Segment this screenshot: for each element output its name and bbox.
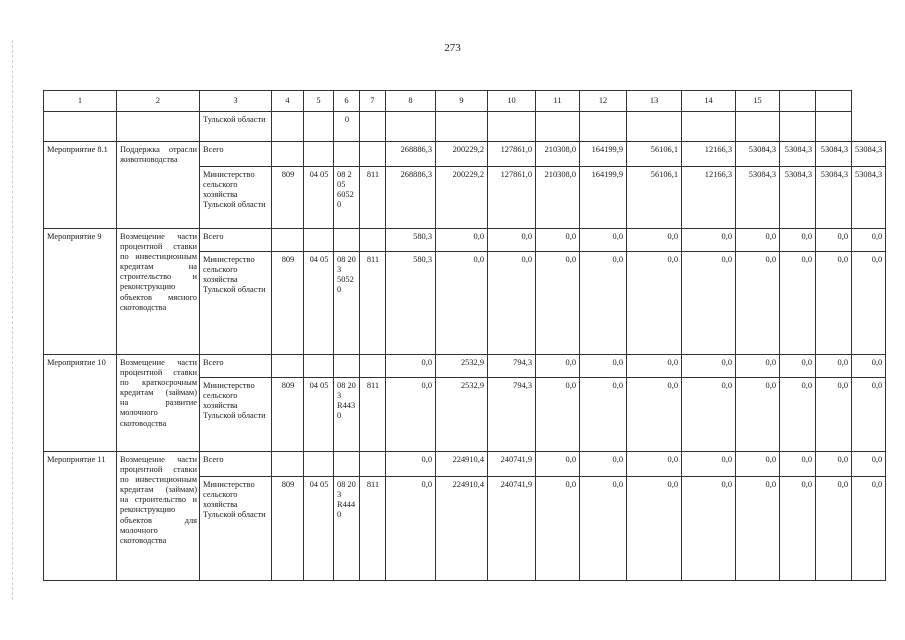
total-value: 56106,1 — [627, 142, 682, 167]
total-value: 0,0 — [736, 452, 780, 477]
total-value: 0,0 — [488, 229, 536, 252]
ministry-label: Министерство сельского хозяйства Тульской области — [200, 167, 272, 229]
empty-code-cell — [272, 452, 304, 477]
table-row — [44, 142, 886, 167]
ministry-value: 127861,0 — [488, 167, 536, 229]
cont-cell-8 — [386, 112, 436, 142]
code-grbs: 809 — [272, 167, 304, 229]
ministry-value: 53084,3 — [852, 167, 886, 229]
empty-code-cell — [304, 452, 334, 477]
table-row — [44, 355, 886, 378]
ministry-value: 0,0 — [780, 252, 816, 355]
total-value: 200229,2 — [436, 142, 488, 167]
total-value: 0,0 — [580, 355, 627, 378]
cont-cell-14 — [682, 112, 736, 142]
empty-code-cell — [304, 355, 334, 378]
ministry-value: 0,0 — [736, 477, 780, 581]
empty-code-cell — [360, 355, 386, 378]
ministry-value: 0,0 — [627, 252, 682, 355]
code-target: 08 2 05 6052 0 — [334, 167, 360, 229]
ministry-value: 0,0 — [682, 378, 736, 452]
ministry-label: Министерство сельского хозяйства Тульской области — [200, 378, 272, 452]
empty-code-cell — [334, 452, 360, 477]
empty-code-cell — [304, 142, 334, 167]
cont-cell-13 — [627, 112, 682, 142]
total-value: 0,0 — [627, 452, 682, 477]
measure-id: Мероприятие 10 — [44, 355, 117, 452]
total-value: 0,0 — [536, 452, 580, 477]
total-value: 0,0 — [386, 452, 436, 477]
empty-code-cell — [334, 142, 360, 167]
ministry-value: 0,0 — [386, 378, 436, 452]
ministry-value: 0,0 — [536, 477, 580, 581]
total-value: 164199,9 — [580, 142, 627, 167]
total-value: 794,3 — [488, 355, 536, 378]
ministry-value: 53084,3 — [816, 167, 852, 229]
ministry-value: 580,3 — [386, 252, 436, 355]
measure-description: Поддержка отрасли животноводства — [117, 142, 200, 229]
code-type: 811 — [360, 378, 386, 452]
ministry-value: 0,0 — [488, 252, 536, 355]
code-target: 08 20 3 R443 0 — [334, 378, 360, 452]
empty-code-cell — [360, 452, 386, 477]
header-cell-4: 4 — [272, 91, 304, 112]
header-cell-10: 10 — [488, 91, 536, 112]
ministry-value: 53084,3 — [736, 167, 780, 229]
ministry-value: 200229,2 — [436, 167, 488, 229]
total-value: 0,0 — [536, 229, 580, 252]
code-grbs: 809 — [272, 477, 304, 581]
code-type: 811 — [360, 252, 386, 355]
total-label: Всего — [200, 452, 272, 477]
measure-description: Возмещение части процентной ставки по инвестиционным кредитам (займам) на строительство и реконструкцию объектов для молочного скотоводства — [117, 452, 200, 581]
empty-code-cell — [304, 229, 334, 252]
ministry-value: 0,0 — [736, 252, 780, 355]
total-value: 0,0 — [627, 229, 682, 252]
ministry-value: 0,0 — [627, 477, 682, 581]
total-label: Всего — [200, 355, 272, 378]
empty-code-cell — [360, 229, 386, 252]
ministry-value: 164199,9 — [580, 167, 627, 229]
total-value: 53084,3 — [780, 142, 816, 167]
total-value: 127861,0 — [488, 142, 536, 167]
total-value: 53084,3 — [816, 142, 852, 167]
total-value: 0,0 — [536, 355, 580, 378]
measure-id: Мероприятие 11 — [44, 452, 117, 581]
header-cell-11: 11 — [536, 91, 580, 112]
cont-cell-9 — [436, 112, 488, 142]
cont-cell-6: 0 — [334, 112, 360, 142]
total-value: 0,0 — [386, 355, 436, 378]
total-value: 0,0 — [816, 452, 852, 477]
ministry-value: 0,0 — [816, 378, 852, 452]
ministry-value: 56106,1 — [627, 167, 682, 229]
header-cell-12: 12 — [580, 91, 627, 112]
measure-description: Возмещение части процентной ставки по инвестиционным кредитам на строительство и реконструкцию объектов мясного скотоводства — [117, 229, 200, 355]
continuation-row — [44, 112, 886, 142]
header-cell-14: 14 — [682, 91, 736, 112]
total-value: 0,0 — [852, 452, 886, 477]
total-value: 580,3 — [386, 229, 436, 252]
code-type: 811 — [360, 167, 386, 229]
code-section: 04 05 — [304, 167, 334, 229]
ministry-value: 0,0 — [852, 378, 886, 452]
ministry-value: 0,0 — [580, 378, 627, 452]
total-value: 53084,3 — [736, 142, 780, 167]
code-section: 04 05 — [304, 252, 334, 355]
header-cell-6: 6 — [334, 91, 360, 112]
header-cell-2: 2 — [117, 91, 200, 112]
code-section: 04 05 — [304, 378, 334, 452]
cont-cell-16 — [780, 112, 816, 142]
ministry-value: 794,3 — [488, 378, 536, 452]
total-label: Всего — [200, 142, 272, 167]
budget-table — [43, 90, 886, 581]
cont-cell-5 — [304, 112, 334, 142]
table-row — [44, 229, 886, 252]
empty-code-cell — [360, 142, 386, 167]
header-cell-8: 8 — [386, 91, 436, 112]
ministry-value: 0,0 — [816, 252, 852, 355]
page-number: 273 — [444, 42, 461, 54]
empty-code-cell — [334, 355, 360, 378]
total-value: 0,0 — [580, 229, 627, 252]
measure-id: Мероприятие 8.1 — [44, 142, 117, 229]
total-value: 224910,4 — [436, 452, 488, 477]
ministry-label: Министерство сельского хозяйства Тульской области — [200, 252, 272, 355]
ministry-value: 0,0 — [627, 378, 682, 452]
cont-cell-7 — [360, 112, 386, 142]
code-target: 08 20 3 R444 0 — [334, 477, 360, 581]
left-margin-line — [12, 40, 13, 600]
total-value: 0,0 — [852, 229, 886, 252]
ministry-value: 0,0 — [436, 252, 488, 355]
header-cell-13: 13 — [627, 91, 682, 112]
header-cell-9: 9 — [436, 91, 488, 112]
ministry-value: 240741,9 — [488, 477, 536, 581]
cont-cell-1 — [44, 112, 117, 142]
total-value: 0,0 — [682, 229, 736, 252]
ministry-value: 0,0 — [580, 477, 627, 581]
total-value: 12166,3 — [682, 142, 736, 167]
empty-code-cell — [334, 229, 360, 252]
header-cell-1: 1 — [44, 91, 117, 112]
total-value: 0,0 — [736, 355, 780, 378]
ministry-value: 0,0 — [580, 252, 627, 355]
empty-code-cell — [272, 355, 304, 378]
header-cell-15: 15 — [736, 91, 780, 112]
cont-cell-12 — [580, 112, 627, 142]
ministry-value: 12166,3 — [682, 167, 736, 229]
total-value: 0,0 — [580, 452, 627, 477]
header-cell-3: 3 — [200, 91, 272, 112]
total-value: 0,0 — [736, 229, 780, 252]
total-value: 0,0 — [682, 355, 736, 378]
total-value: 268886,3 — [386, 142, 436, 167]
total-value: 0,0 — [780, 229, 816, 252]
table-row — [44, 452, 886, 477]
total-value: 53084,3 — [852, 142, 886, 167]
measure-id: Мероприятие 9 — [44, 229, 117, 355]
total-value: 0,0 — [816, 229, 852, 252]
ministry-value: 0,0 — [780, 477, 816, 581]
total-value: 0,0 — [627, 355, 682, 378]
ministry-value: 53084,3 — [780, 167, 816, 229]
total-value: 0,0 — [436, 229, 488, 252]
code-grbs: 809 — [272, 252, 304, 355]
ministry-value: 2532,9 — [436, 378, 488, 452]
total-value: 0,0 — [852, 355, 886, 378]
total-value: 0,0 — [816, 355, 852, 378]
header-cell-17 — [816, 91, 852, 112]
measure-description: Возмещение части процентной ставки по краткосрочным кредитам (займам) на развитие молочного скотоводства — [117, 355, 200, 452]
total-value: 0,0 — [780, 452, 816, 477]
code-type: 811 — [360, 477, 386, 581]
code-target: 08 20 3 5052 0 — [334, 252, 360, 355]
ministry-label: Министерство сельского хозяйства Тульской области — [200, 477, 272, 581]
header-row — [44, 91, 886, 112]
ministry-value: 0,0 — [816, 477, 852, 581]
cont-cell-10 — [488, 112, 536, 142]
empty-code-cell — [272, 142, 304, 167]
cont-cell-4 — [272, 112, 304, 142]
table-body — [44, 91, 886, 581]
header-cell-7: 7 — [360, 91, 386, 112]
code-section: 04 05 — [304, 477, 334, 581]
total-value: 210308,0 — [536, 142, 580, 167]
cont-cell-3: Тульской области — [200, 112, 272, 142]
ministry-value: 268886,3 — [386, 167, 436, 229]
ministry-value: 224910,4 — [436, 477, 488, 581]
cont-cell-11 — [536, 112, 580, 142]
header-cell-5: 5 — [304, 91, 334, 112]
ministry-value: 0,0 — [682, 252, 736, 355]
ministry-value: 0,0 — [852, 252, 886, 355]
total-value: 240741,9 — [488, 452, 536, 477]
empty-code-cell — [272, 229, 304, 252]
ministry-value: 0,0 — [780, 378, 816, 452]
ministry-value: 0,0 — [682, 477, 736, 581]
total-value: 0,0 — [682, 452, 736, 477]
ministry-value: 0,0 — [536, 252, 580, 355]
header-cell-16 — [780, 91, 816, 112]
ministry-value: 0,0 — [852, 477, 886, 581]
code-grbs: 809 — [272, 378, 304, 452]
ministry-value: 0,0 — [386, 477, 436, 581]
ministry-value: 0,0 — [536, 378, 580, 452]
total-label: Всего — [200, 229, 272, 252]
ministry-value: 210308,0 — [536, 167, 580, 229]
ministry-value: 0,0 — [736, 378, 780, 452]
total-value: 0,0 — [780, 355, 816, 378]
total-value: 2532,9 — [436, 355, 488, 378]
cont-cell-17 — [816, 112, 852, 142]
cont-cell-15 — [736, 112, 780, 142]
cont-cell-2 — [117, 112, 200, 142]
